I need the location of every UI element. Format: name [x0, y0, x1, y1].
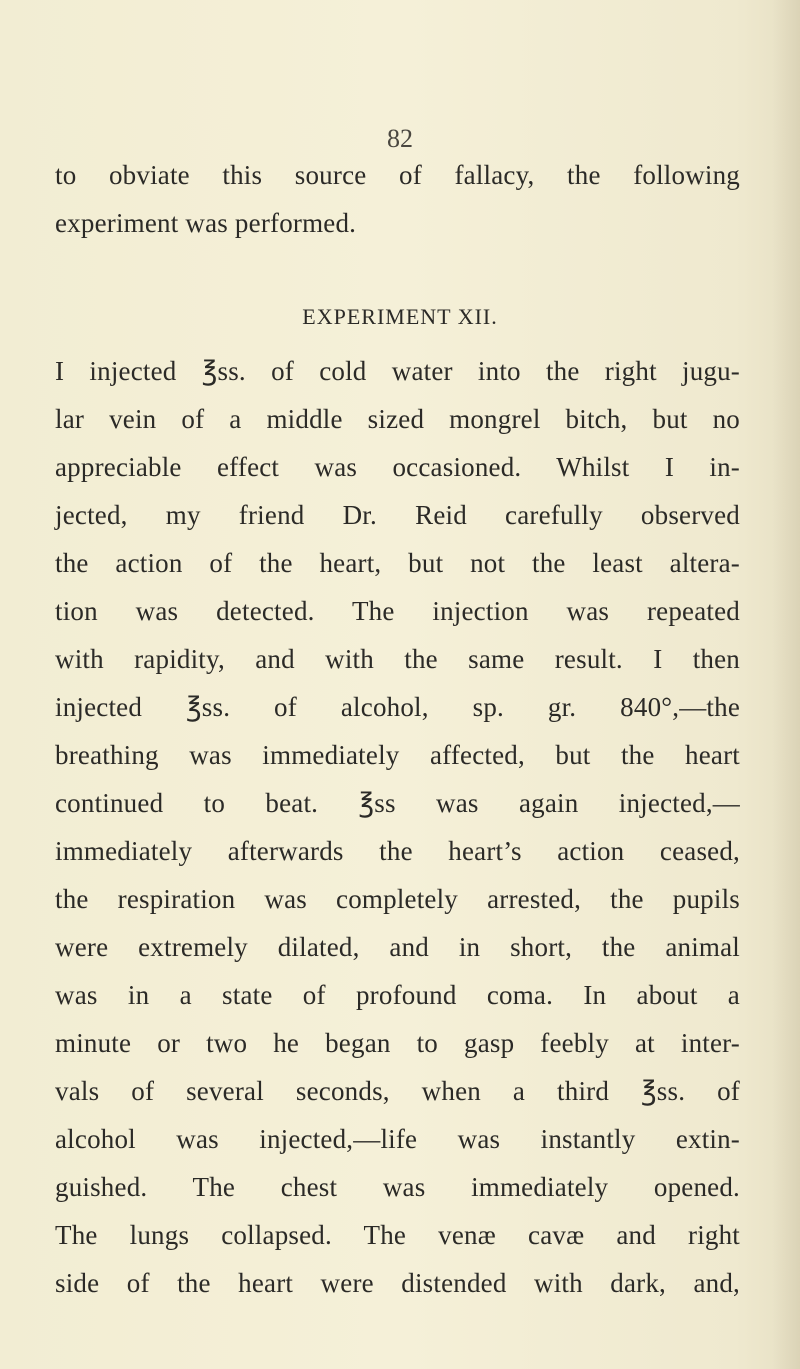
text-line: the respiration was completely arrested, the pupils	[55, 884, 740, 914]
text-line: with rapidity, and with the same result. I then	[55, 644, 740, 674]
text-line: jected, my friend Dr. Reid carefully observed	[55, 500, 740, 530]
text-line: experiment was performed.	[55, 208, 357, 238]
text-line: lar vein of a middle sized mongrel bitch, but no	[55, 404, 740, 434]
text-line: appreciable effect was occasioned. Whilst I in-	[55, 452, 740, 482]
text-line: tion was detected. The injection was repeated	[55, 596, 740, 626]
text-line: The lungs collapsed. The venæ cavæ and right	[55, 1220, 740, 1250]
page-number: 82	[387, 124, 413, 153]
text-line: I injected ℥ss. of cold water into the right jugu-	[55, 356, 740, 386]
text-line: was in a state of profound coma. In about a	[55, 980, 740, 1010]
opening-paragraph	[55, 151, 740, 247]
text-line: breathing was immediately affected, but the heart	[55, 740, 740, 770]
text-line: side of the heart were distended with dark, and,	[55, 1268, 740, 1298]
text-line: continued to beat. ℥ss was again injected,—	[55, 788, 740, 818]
text-line: guished. The chest was immediately opened.	[55, 1172, 740, 1202]
page-edge-shadow	[772, 0, 800, 1369]
experiment-paragraph	[55, 347, 740, 1307]
experiment-heading: EXPERIMENT XII.	[302, 304, 498, 329]
text-line: to obviate this source of fallacy, the following	[55, 160, 740, 190]
text-line: minute or two he began to gasp feebly at inter-	[55, 1028, 740, 1058]
text-line: immediately afterwards the heart’s action ceased,	[55, 836, 740, 866]
text-line: were extremely dilated, and in short, the animal	[55, 932, 740, 962]
text-line: vals of several seconds, when a third ℥ss. of	[55, 1076, 740, 1106]
text-line: alcohol was injected,—life was instantly extin-	[55, 1124, 740, 1154]
text-line: injected ℥ss. of alcohol, sp. gr. 840°,—the	[55, 692, 740, 722]
text-line: the action of the heart, but not the least altera-	[55, 548, 740, 578]
